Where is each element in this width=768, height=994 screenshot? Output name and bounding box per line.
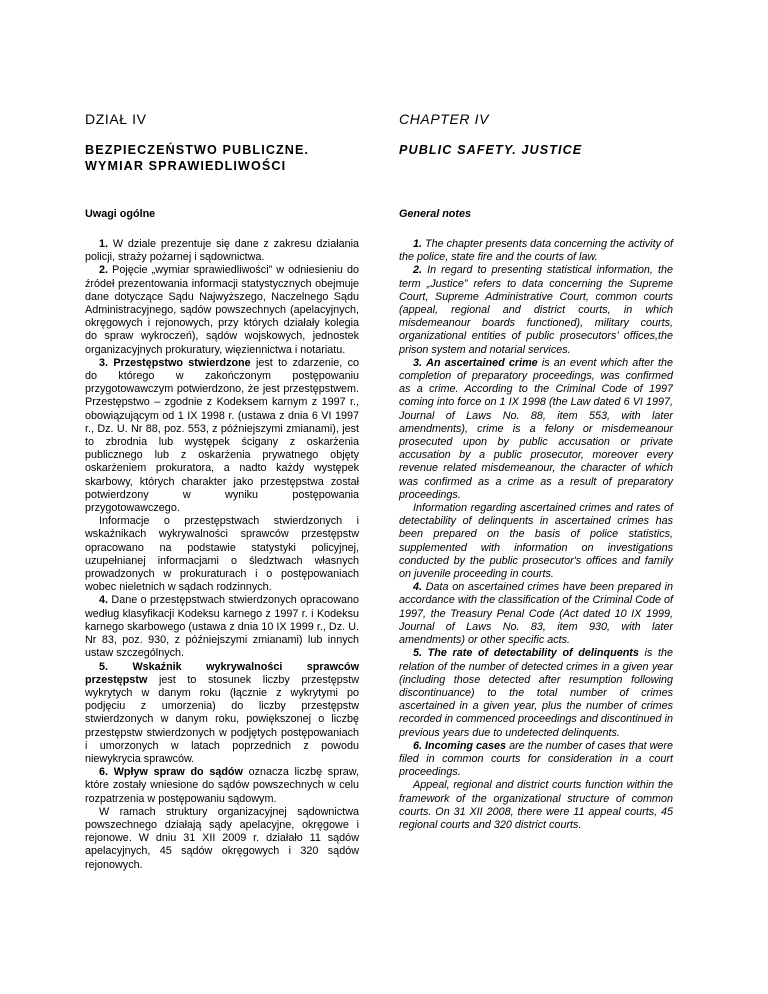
note-number: 1. bbox=[413, 238, 423, 250]
note-paragraph bbox=[399, 264, 673, 356]
defined-term: Incoming cases bbox=[425, 739, 507, 752]
note-text: are the number of cases that were filed in common courts for consideration in a court proceedings. bbox=[399, 739, 674, 779]
note-paragraph bbox=[399, 238, 673, 264]
note-number: 2. bbox=[413, 264, 423, 277]
note-paragraph bbox=[399, 740, 673, 780]
note-number: 5. bbox=[413, 647, 423, 660]
note-text: is the relation of the number of detected crimes in a given year (including those detected after resumption following discontinuance) to the total number of crimes ascertained in a given year, plus the number of crimes recorded in commenced proceedings and discontinued in previous years due to undetected delinquents. bbox=[399, 647, 674, 739]
note-paragraph bbox=[399, 357, 673, 502]
note-text: Information regarding ascertained crimes and rates of detectability of delinquents in ascertained crimes has been prepared on the basis of police statistics, supplemented with information on investigations conducted by the public prosecutor's offices and family on juvenile proceeding in courts. bbox=[399, 502, 673, 581]
note-paragraph bbox=[399, 581, 673, 647]
chapter-title-pl-line2: WYMIAR SPRAWIEDLIWOŚCI bbox=[85, 159, 287, 173]
note-paragraph bbox=[85, 766, 359, 806]
note-number: 1. bbox=[99, 238, 109, 250]
note-number: 2. bbox=[99, 264, 109, 277]
note-paragraph bbox=[85, 238, 359, 264]
general-notes-body-en bbox=[399, 238, 673, 832]
note-number: 5. bbox=[99, 660, 109, 673]
chapter-label-en: CHAPTER IV bbox=[399, 111, 490, 127]
note-paragraph bbox=[85, 357, 359, 515]
chapter-title-en: PUBLIC SAFETY. JUSTICE bbox=[399, 143, 583, 157]
general-notes-heading-pl: Uwagi ogólne bbox=[85, 208, 156, 220]
note-text: W dziale prezentuje się dane z zakresu działania policji, straży pożarnej i sądownictwa. bbox=[85, 238, 360, 264]
note-text: oznacza liczbę spraw, które zostały wniesione do sądów powszechnych w celu rozpatrzenia w postępowaniu sądowym. bbox=[85, 766, 360, 805]
note-number: 4. bbox=[99, 594, 109, 607]
note-paragraph bbox=[85, 594, 359, 660]
note-text: W ramach struktury organizacyjnej sądownictwa powszechnego działają sądy apelacyjne, okręgowe i rejonowe. W dniu 31 XII 2009 r. działało 11 sądów apelacyjnych, 45 sądów okręgowych i 320 sądów rejonowych. bbox=[85, 805, 359, 871]
general-notes-heading-en: General notes bbox=[399, 208, 472, 220]
note-text: In regard to presenting statistical information, the term „Justice” refers to data concerning the Supreme Court, Supreme Administrative Court, common courts (appeal, regional and district courts, in which misdemeanour boards functioned), military courts, organizational entities of public prosecutors’ offices,the prison system and notarial services. bbox=[399, 264, 673, 356]
note-paragraph bbox=[85, 806, 359, 872]
note-text: Data on ascertained crimes have been prepared in accordance with the classification of the Criminal Code of 1997, the Treasury Penal Code (Act dated 10 IX 1999, Journal of Laws No. 83, item 930, with later amendments) or other specific acts. bbox=[399, 581, 673, 647]
note-text: Dane o przestępstwach stwierdzonych opracowano według klasyfikacji Kodeksu karnego z 1997 r. i Kodeksu karnego skarbowego (ustawa z dnia 10 IX 1999 r., Dz. U. Nr 83, poz. 930, z późniejszymi zmianami) lub innych ustaw szczególnych. bbox=[85, 594, 360, 660]
note-number: 6. bbox=[413, 739, 423, 752]
note-paragraph bbox=[399, 779, 673, 832]
chapter-label-pl: DZIAŁ IV bbox=[85, 111, 147, 127]
general-notes-body-pl bbox=[85, 238, 359, 872]
note-text: jest to stosunek liczby przestępstw wykrytych w danym roku (łącznie z wykrytymi po podjęciu z umorzenia) do liczby przestępstw stwierdzonych w danym roku, powiększonej o liczbę przestępstw stwierdzonych w podjętych postępowaniach i umorzonych w latach poprzednich z powodu niewykrycia sprawców. bbox=[85, 673, 359, 765]
note-text: is an event which after the completion of preparatory proceedings, was confirmed as a crime. According to the Criminal Code of 1997 coming into force on 1 IX 1998 (the Law dated 6 VI 1997, Journal of Laws No. 88, item 553, with later amendments), crime is a felony or misdemeanour prosecuted upon by public accusation or private accusation by a public prosecutor, moreover every revenue related misdemeanour, the character of which was confirmed as a crime as a result of preparatory proceedings. bbox=[399, 356, 674, 501]
note-paragraph bbox=[399, 647, 673, 739]
note-text: Appeal, regional and district courts function within the framework of the organizational structure of common courts. On 31 XII 2008, there were 11 appeal courts, 45 regional courts and 320 district courts. bbox=[399, 779, 673, 831]
defined-term: Wskaźnik wykrywalności sprawców przestępstw bbox=[85, 660, 359, 686]
note-paragraph bbox=[399, 502, 673, 581]
note-number: 3. bbox=[99, 356, 109, 369]
defined-term: An ascertained crime bbox=[426, 356, 538, 369]
defined-term: The rate of detectability of delinquents bbox=[427, 647, 639, 660]
note-paragraph bbox=[85, 264, 359, 356]
note-text: The chapter presents data concerning the activity of the police, state fire and the courts of law. bbox=[399, 238, 673, 264]
defined-term: Przestępstwo stwierdzone bbox=[113, 356, 251, 369]
chapter-title-pl-line1: BEZPIECZEŃSTWO PUBLICZNE. bbox=[85, 143, 310, 157]
note-number: 3. bbox=[413, 356, 423, 369]
note-text: Pojęcie „wymiar sprawiedliwości” w odniesieniu do źródeł prezentowania informacji statystycznych obejmuje dane dotyczące Sądu Najwyższego, Naczelnego Sądu Administracyjnego, sądów powszechnych (apelacyjnych, okręgowych i rejonowych, przy których działały kolegia do spraw wykroczeń), sądów wojskowych, jednostek organizacyjnych prokuratury, więziennictwa i notariatu. bbox=[85, 264, 359, 356]
note-number: 6. bbox=[99, 766, 109, 779]
note-paragraph bbox=[85, 515, 359, 594]
note-paragraph bbox=[85, 661, 359, 767]
note-number: 4. bbox=[413, 581, 423, 594]
note-text: jest to zdarzenie, co do którego w zakończonym postępowaniu przygotowawczym potwierdzono, że jest przestępstwem. Przestępstwo – zgodnie z Kodeksem karnym z 1997 r., obowiązującym od 1 IX 1998 r. (ustawa z dnia 6 VI 1997 r., Dz. U. Nr 88, poz. 553, z późniejszymi zmianami), jest to zbrodnia lub występek ścigany z oskarżenia publicznego lub z oskarżenia prywatnego objęty oskarżeniem prokuratora, a nadto każdy występek skarbowy, których charakter jako przestępstwa został potwierdzony w wyniku postępowania przygotowawczego. bbox=[85, 356, 359, 515]
note-text: Informacje o przestępstwach stwierdzonych i wskaźnikach wykrywalności sprawców przestępstw opracowano na podstawie statystyki policyjnej, uzupełnianej informacjami o śledztwach własnych prowadzonych w prokuraturach i o postępowaniach wobec nieletnich w sądach rodzinnych. bbox=[85, 515, 359, 594]
chapter-title-pl bbox=[85, 142, 309, 174]
defined-term: Wpływ spraw do sądów bbox=[113, 766, 243, 779]
